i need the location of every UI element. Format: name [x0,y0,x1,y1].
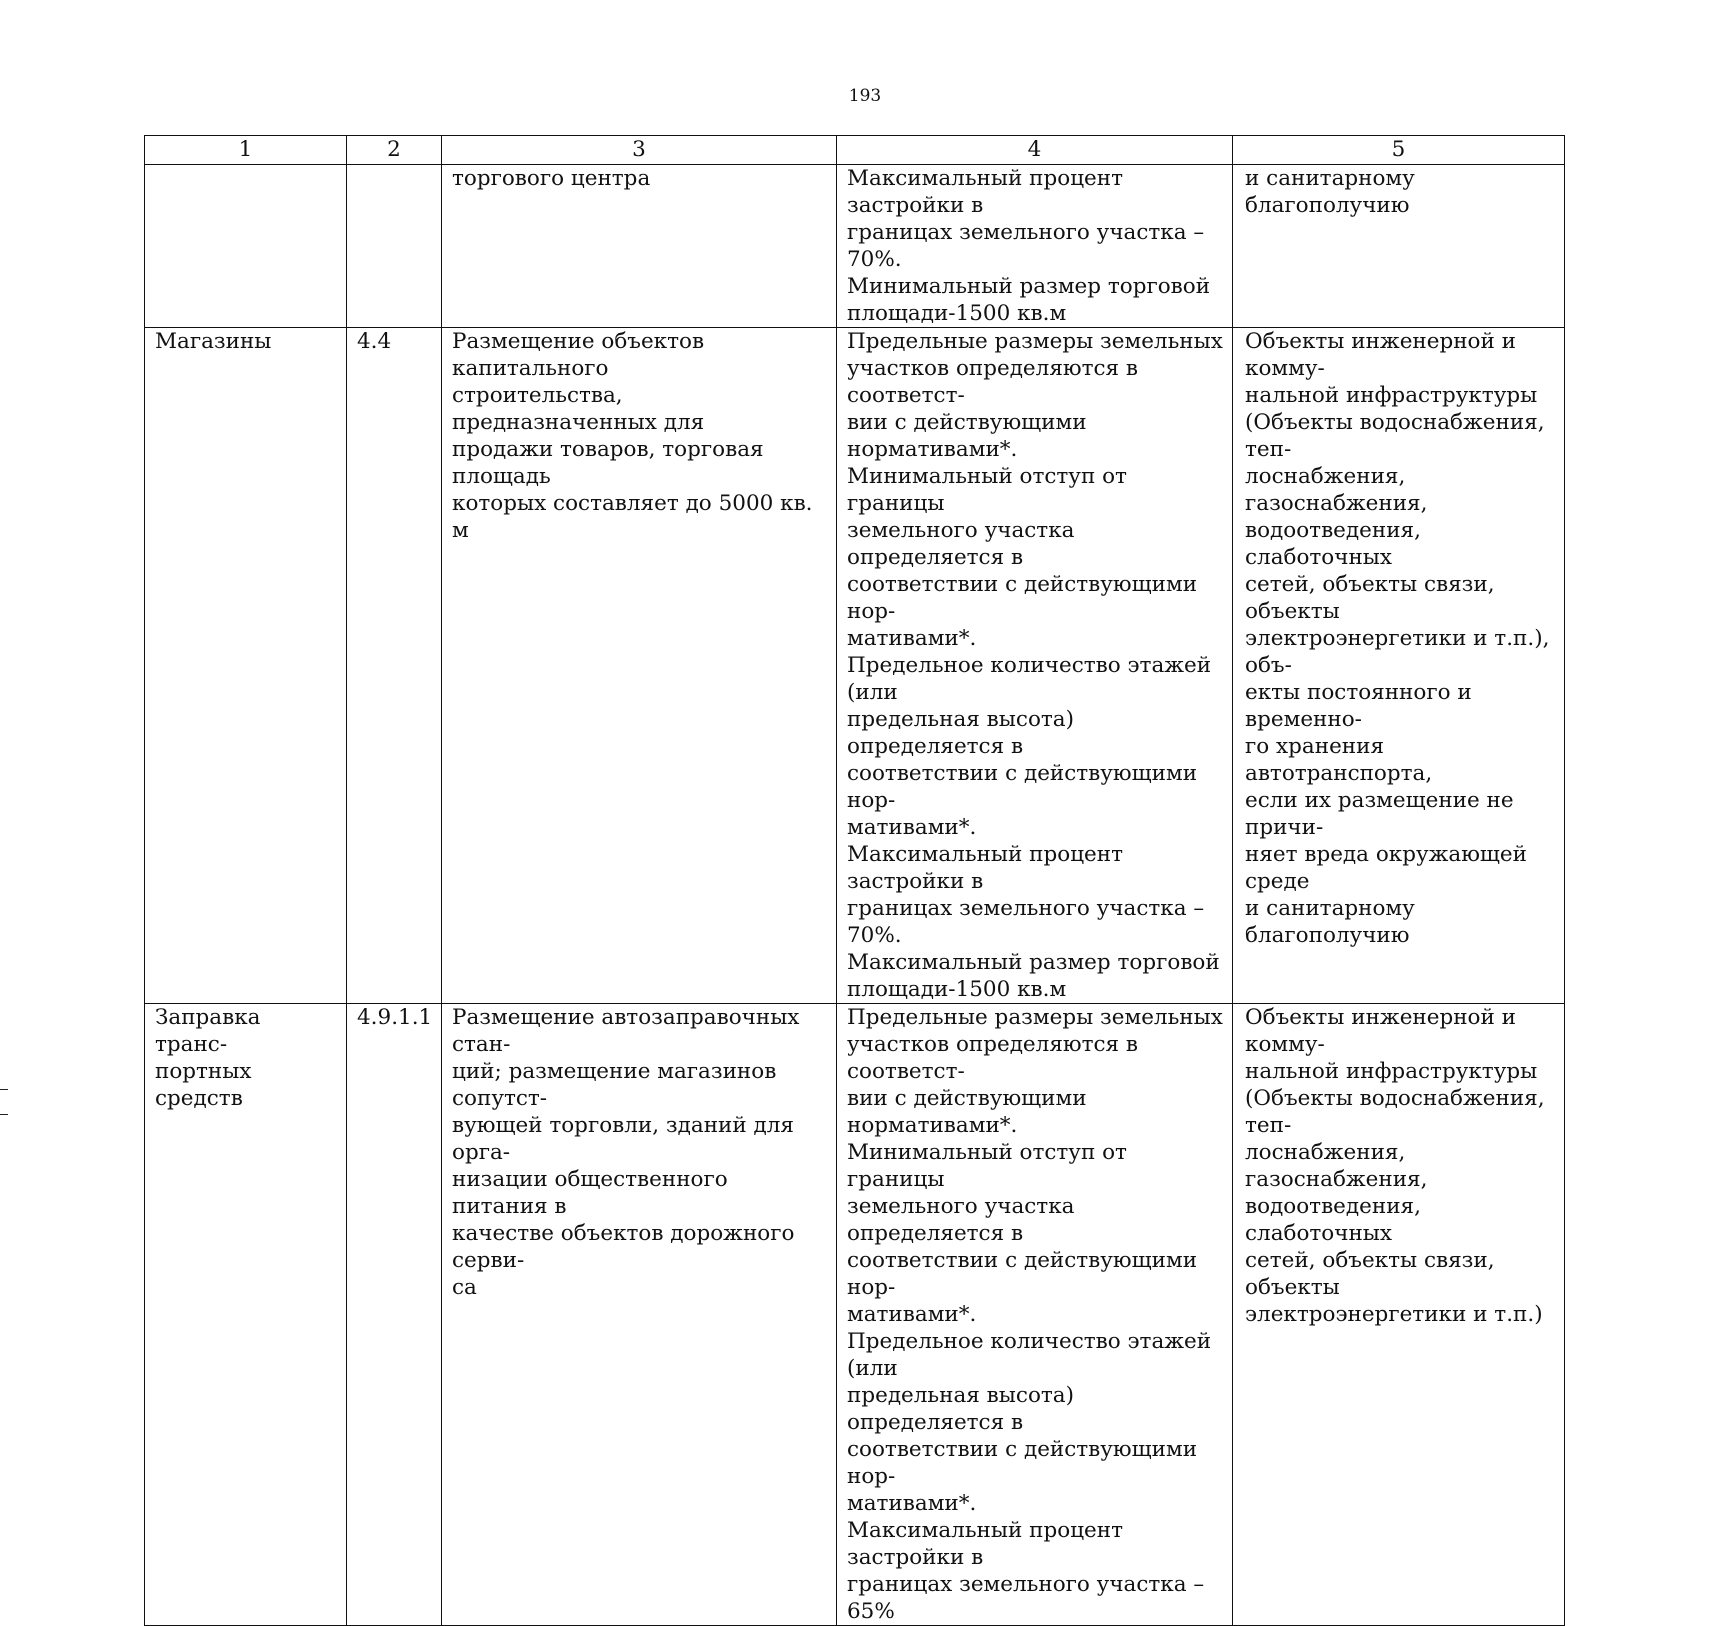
table-row [145,328,1565,1004]
use-name-cell: Заправка транс- портных средств [145,1004,347,1626]
margin-mark [0,1114,8,1115]
use-code-cell: 4.4 [347,328,442,1004]
column-number-4: 4 [837,136,1233,165]
column-number-5: 5 [1233,136,1565,165]
column-number-3: 3 [442,136,837,165]
auxiliary-uses-cell: и санитарному благополучию [1233,165,1565,328]
table-row [145,1004,1565,1626]
use-description-cell: Размещение объектов капитального строительства, предназначенных для продажи товаров, торговая площадь которых составляет до 5000 кв. м [442,328,837,1004]
column-number-2: 2 [347,136,442,165]
parameters-cell: Предельные размеры земельных участков определяются в соответст- вии с действующими нормативами*. Минимальный отступ от границы земельного участка определяется в соответствии с действующими нор- мативами*. Предельное количество этажей (или предельная высота) определяется в соответствии с действующими нор- мативами*. Максимальный процент застройки в границах земельного участка – 65% [837,1004,1233,1626]
table-header-row [145,136,1565,165]
auxiliary-uses-cell: Объекты инженерной и комму- нальной инфраструктуры (Объекты водоснабжения, теп- лоснабжения, газоснабжения, водоотведения, слаботочных сетей, объекты связи, объекты электроэнергетики и т.п.), объ- екты постоянного и временно- го хранения автотранспорта, если их размещение не причи- няет вреда окружающей среде и санитарному благополучию [1233,328,1565,1004]
parameters-cell: Максимальный процент застройки в границах земельного участка – 70%. Минимальный размер торговой площади-1500 кв.м [837,165,1233,328]
auxiliary-uses-cell: Объекты инженерной и комму- нальной инфраструктуры (Объекты водоснабжения, теп- лоснабжения, газоснабжения, водоотведения, слаботочных сетей, объекты связи, объекты электроэнергетики и т.п.) [1233,1004,1565,1626]
regulations-table [144,135,1565,1626]
page-number: 193 [848,86,882,106]
column-number-1: 1 [145,136,347,165]
table-row [145,165,1565,328]
use-name-cell [145,165,347,328]
use-description-cell: Размещение автозаправочных стан- ций; размещение магазинов сопутст- вующей торговли, зданий для орга- низации общественного питания в качестве объектов дорожного серви- са [442,1004,837,1626]
margin-mark [0,1089,8,1090]
use-code-cell: 4.9.1.1 [347,1004,442,1626]
use-name-cell: Магазины [145,328,347,1004]
parameters-cell: Предельные размеры земельных участков определяются в соответст- вии с действующими нормативами*. Минимальный отступ от границы земельного участка определяется в соответствии с действующими нор- мативами*. Предельное количество этажей (или предельная высота) определяется в соответствии с действующими нор- мативами*. Максимальный процент застройки в границах земельного участка – 70%. Максимальный размер торговой площади-1500 кв.м [837,328,1233,1004]
use-code-cell [347,165,442,328]
use-description-cell: торгового центра [442,165,837,328]
